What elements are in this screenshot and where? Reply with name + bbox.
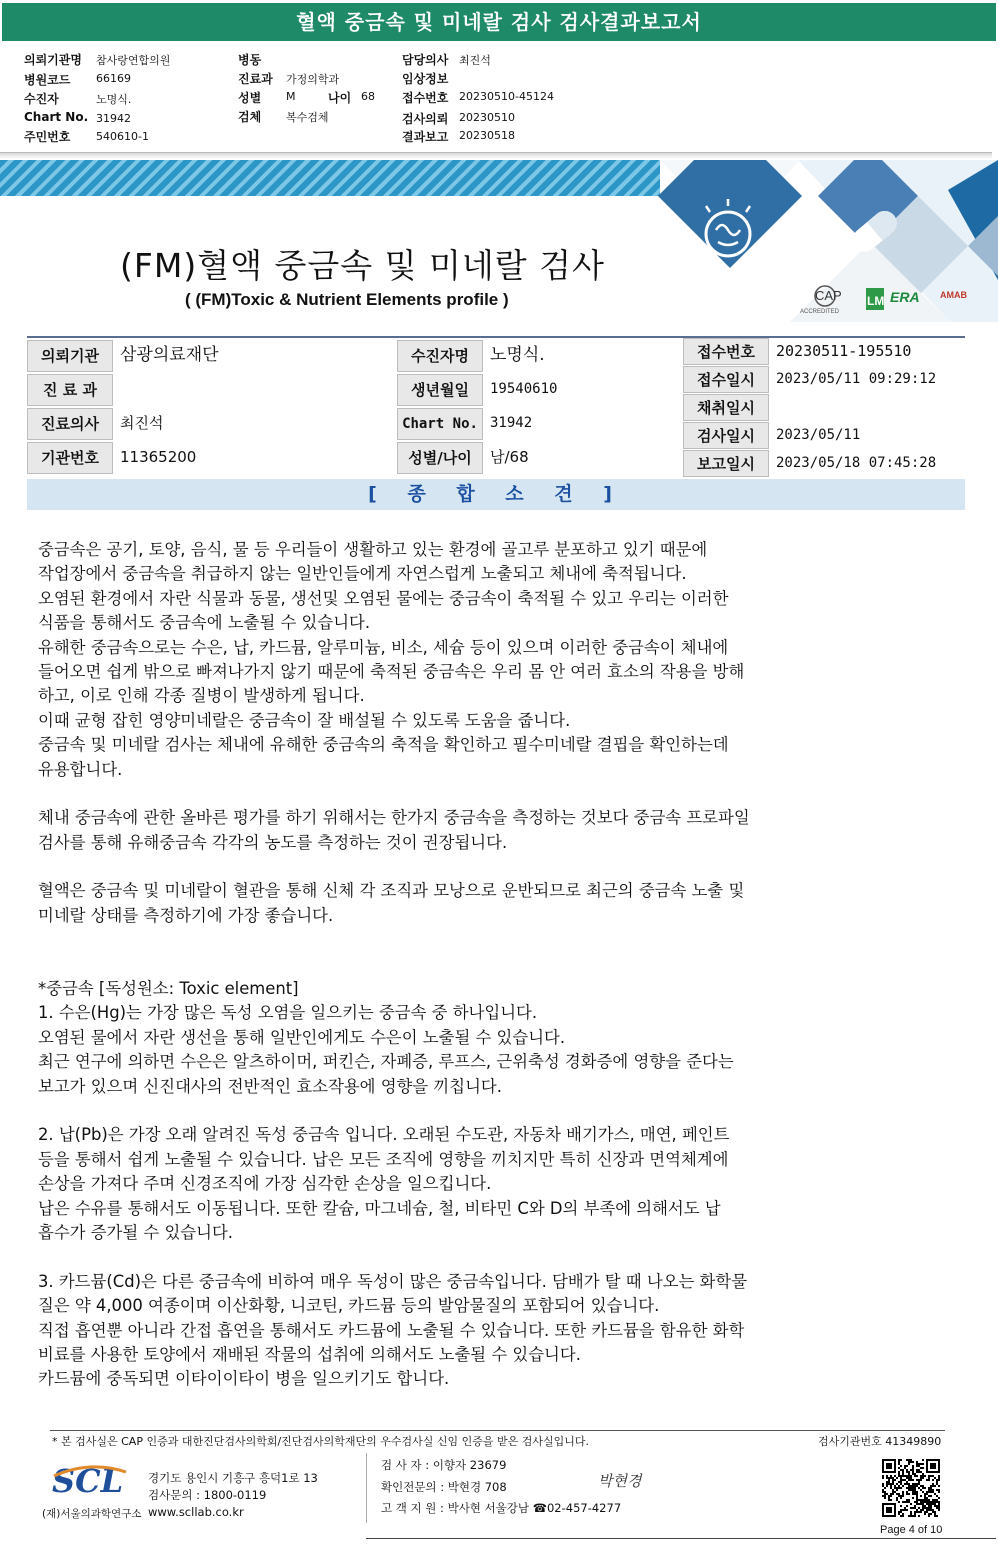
header-info	[0, 44, 998, 156]
body-line: 미네랄 상태를 측정하기에 가장 좋습니다.	[38, 905, 334, 925]
summary-heading: [ 종 합 소 견 ]	[27, 479, 965, 510]
body-line: 중금속 및 미네랄 검사는 체내에 유해한 중금속의 축적을 확인하고 필수미네랄 결핍을 확인하는데	[38, 735, 729, 755]
report-title: (FM)혈액 중금속 및 미네랄 검사	[120, 246, 605, 285]
header-value: M	[286, 90, 296, 103]
header-value: 노명식.	[96, 93, 132, 106]
scl-logo: SCL	[52, 1462, 124, 1500]
header-label: 의뢰기관명	[24, 53, 82, 67]
cell-value: 최진석	[113, 408, 397, 440]
body-line: 직접 흡연뿐 아니라 간접 흡연을 통해서도 카드뮴에 노출될 수 있습니다. 또한 카드뮴을 함유한 화학	[38, 1320, 745, 1340]
customer-support: 고 객 지 원 : 박사현 서울강남 ☎02-457-4277	[381, 1501, 622, 1515]
body-line	[38, 782, 938, 806]
header-value: 복수검체	[286, 111, 329, 124]
body-line: 카드뮴에 중독되면 이타이이타이 병을 일으키기도 합니다.	[38, 1369, 450, 1389]
cell-value: 31942	[483, 408, 677, 440]
body-line: 비료를 사용한 토양에서 재배된 작물의 섭취에 의해서도 노출될 수 있습니다.	[38, 1344, 581, 1364]
logo-swoosh	[50, 1462, 130, 1502]
header-value: 20230510-45124	[459, 90, 554, 103]
institution-number: 검사기관번호 41349890	[818, 1435, 942, 1448]
lab-address: 경기도 용인시 기흥구 흥덕1로 13	[148, 1471, 318, 1485]
specialist-signature: 박현경	[598, 1472, 642, 1490]
body-line: 오염된 물에서 자란 생선을 통해 일반인에게도 수은이 노출될 수 있습니다.	[38, 1027, 566, 1047]
header-label: 병원코드	[24, 73, 71, 87]
cell-value: 20230511-195510	[769, 338, 965, 365]
body-line: 작업장에서 중금속을 취급하지 않는 일반인들에게 자연스럽게 노출되고 체내에 축적됩니다.	[38, 564, 687, 584]
amab-badge: AMAB	[940, 290, 967, 300]
body-line: 오염된 환경에서 자란 식물과 동물, 생선및 오염된 물에는 중금속이 축적될 수 있고 우리는 이러한	[38, 588, 729, 608]
page-number: Page 4 of 10	[880, 1524, 943, 1536]
body-line: 등을 통해서 쉽게 노출될 수 있습니다. 납은 모든 조직에 영향을 끼치지만 특히 신장과 면역체계에	[38, 1149, 729, 1169]
body-line: 이때 균형 잡힌 영양미네랄은 중금속이 잘 배설될 수 있도록 도움을 줍니다.	[38, 710, 571, 730]
cell-label: 의뢰기관	[27, 340, 113, 372]
header-label: 성별	[238, 91, 262, 105]
lm-badge: LM	[867, 294, 885, 308]
cap-badge-sub: ACCREDITED	[800, 309, 840, 315]
bottom-divider	[366, 1538, 996, 1539]
lab-inquiry: 검사문의 : 1800-0119	[148, 1488, 267, 1502]
summary-body	[38, 538, 938, 1392]
header-label: 주민번호	[24, 130, 71, 144]
header-label: 수진자	[24, 92, 59, 106]
body-line: 유용합니다.	[38, 759, 123, 779]
cell-value: 2023/05/11	[769, 422, 965, 449]
header-value: 31942	[96, 112, 131, 125]
corner-graphic	[650, 160, 998, 322]
cell-value	[769, 394, 965, 421]
body-line: 유해한 중금속으로는 수은, 납, 카드뮴, 알루미늄, 비소, 세슘 등이 있으며 이러한 중금속이 체내에	[38, 637, 729, 657]
cell-label: 채취일시	[683, 394, 769, 421]
body-line: 최근 연구에 의하면 수은은 알츠하이머, 퍼킨슨, 자폐증, 루프스, 근위축성 경화증에 영향을 준다는	[38, 1052, 734, 1072]
cell-value: 2023/05/11 09:29:12	[769, 366, 965, 393]
report-banner-title: 혈액 중금속 및 미네랄 검사 검사결과보고서	[2, 3, 996, 41]
body-line: 중금속은 공기, 토양, 음식, 물 등 우리들이 생활하고 있는 환경에 골고루 분포하고 있기 때문에	[38, 540, 708, 559]
header-value: 20230518	[459, 129, 515, 142]
cell-value: 11365200	[113, 442, 397, 474]
cell-value: 삼광의료재단	[113, 340, 397, 372]
body-line: 검사를 통해 유해중금속 각각의 농도를 측정하는 것이 권장됩니다.	[38, 832, 508, 852]
body-line: *중금속 [독성원소: Toxic element]	[38, 979, 299, 999]
era-badge: ERA	[890, 289, 920, 305]
body-line	[38, 855, 938, 879]
report-subtitle: ( (FM)Toxic & Nutrient Elements profile )	[185, 290, 509, 309]
cell-value	[113, 374, 397, 406]
qr-code-icon	[882, 1459, 940, 1517]
header-label: 나이	[328, 91, 352, 105]
body-line: 손상을 가져다 주며 신경조직에 가장 심각한 손상을 일으킵니다.	[38, 1174, 492, 1194]
decorative-stripe-band	[0, 160, 660, 196]
cap-badge: CAP	[815, 288, 842, 303]
header-label: 검사의뢰	[402, 112, 449, 126]
body-line: 질은 약 4,000 여종이며 이산화황, 니코틴, 카드뮴 등의 발암물질의 포함되어 있습니다.	[38, 1296, 660, 1316]
header-value: 540610-1	[96, 130, 149, 143]
body-line	[38, 953, 938, 977]
header-label: 진료과	[238, 72, 273, 86]
header-label: 임상정보	[402, 72, 449, 86]
cell-label: 기관번호	[27, 442, 113, 474]
header-value: 66169	[96, 72, 131, 85]
header-label: 접수번호	[402, 91, 449, 105]
cell-label: 검사일시	[683, 422, 769, 449]
lab-organization-name: (재)서울의과학연구소	[42, 1508, 142, 1520]
body-line: 2. 납(Pb)은 가장 오래 알려진 독성 중금속 입니다. 오래된 수도관, 자동차 배기가스, 매연, 페인트	[38, 1125, 730, 1145]
body-line	[38, 1245, 938, 1269]
header-value: 참사랑연합의원	[96, 54, 171, 67]
cell-label: Chart No.	[397, 408, 483, 440]
cell-label: 성별/나이	[397, 442, 483, 474]
header-value: 최진석	[459, 54, 491, 67]
cell-value: 노명식.	[483, 340, 677, 372]
body-line: 혈액은 중금속 및 미네랄이 혈관을 통해 신체 각 조직과 모낭으로 운반되므로 최근의 중금속 노출 및	[38, 881, 745, 901]
body-line	[38, 1099, 938, 1123]
body-line: 3. 카드뮴(Cd)은 다른 중금속에 비하여 매우 독성이 많은 중금속입니다. 담배가 탈 때 나오는 화학물	[38, 1271, 748, 1291]
header-value: 20230510	[459, 111, 515, 124]
body-line: 식품을 통해서도 중금속에 노출될 수 있습니다.	[38, 613, 371, 633]
body-line: 1. 수은(Hg)는 가장 많은 독성 오염을 일으키는 중금속 중 하나입니다.	[38, 1003, 538, 1023]
header-label: 검체	[238, 110, 262, 124]
cell-label: 접수번호	[683, 338, 769, 365]
cell-value: 19540610	[483, 374, 677, 406]
body-line: 납은 수유를 통해서도 이동됩니다. 또한 칼슘, 마그네슘, 철, 비타민 C와 D의 부족에 의해서도 납	[38, 1198, 721, 1218]
body-line: 하고, 이로 인해 각종 질병이 발생하게 됩니다.	[38, 686, 365, 706]
examiner: 검 사 자 : 이향자 23679	[381, 1458, 507, 1472]
cell-label: 수진자명	[397, 340, 483, 372]
header-divider	[0, 152, 992, 159]
header-value: 68	[361, 90, 375, 103]
cell-label: 보고일시	[683, 450, 769, 477]
cell-value: 2023/05/18 07:45:28	[769, 450, 965, 477]
cell-label: 진 료 과	[27, 374, 113, 406]
header-label: Chart No.	[24, 110, 89, 124]
footer-column-divider	[366, 1453, 367, 1523]
body-line	[38, 928, 938, 952]
header-label: 담당의사	[402, 53, 449, 67]
cell-label: 접수일시	[683, 366, 769, 393]
cell-label: 생년월일	[397, 374, 483, 406]
confirming-specialist: 확인전문의 : 박현경 708	[381, 1480, 507, 1494]
header-label: 병동	[238, 53, 262, 67]
body-line: 들어오면 쉽게 밖으로 빠져나가지 않기 때문에 축적된 중금속은 우리 몸 안 여러 효소의 작용을 방해	[38, 661, 745, 681]
lab-website[interactable]: www.scllab.co.kr	[148, 1505, 244, 1519]
header-label: 결과보고	[402, 130, 449, 144]
body-line: 흡수가 증가될 수 있습니다.	[38, 1222, 234, 1242]
cell-label: 진료의사	[27, 408, 113, 440]
footer-accreditation-note: * 본 검사실은 CAP 인증과 대한진단검사의학회/진단검사의학재단의 우수검사실 신임 인증을 받은 검사실입니다.	[52, 1435, 590, 1448]
body-line: 보고가 있으며 신진대사의 전반적인 효소작용에 영향을 끼칩니다.	[38, 1076, 502, 1096]
header-value: 가정의학과	[286, 73, 340, 86]
body-line: 체내 중금속에 관한 올바른 평가를 하기 위해서는 한가지 중금속을 측정하는 것보다 중금속 프로파일	[38, 808, 750, 828]
footer-divider	[50, 1430, 945, 1431]
cell-value: 남/68	[483, 442, 677, 474]
